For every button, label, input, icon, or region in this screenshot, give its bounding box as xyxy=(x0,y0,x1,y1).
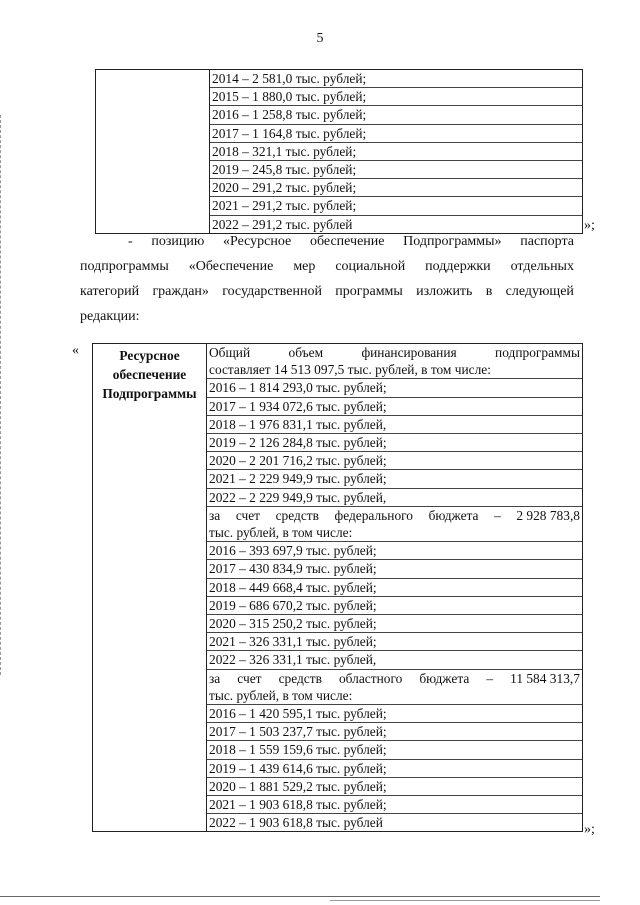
word: федерального xyxy=(334,507,413,523)
word: бюджета xyxy=(419,670,470,686)
federal-year-line: 2022 – 326 331,1 тыс. рублей, xyxy=(207,651,582,669)
resource-provision-values xyxy=(207,344,583,832)
word: за xyxy=(209,670,221,686)
word: в xyxy=(485,284,493,299)
word: редакции: xyxy=(80,309,140,324)
word: следующей xyxy=(505,284,574,299)
total-year-line: 2019 – 2 126 284,8 тыс. рублей; xyxy=(207,434,582,452)
word: за xyxy=(209,507,221,523)
total-year-line: 2021 – 2 229 949,9 тыс. рублей; xyxy=(207,470,582,488)
table1-line: 2021 – 291,2 тыс. рублей; xyxy=(210,197,582,215)
table2-close-quote: »; xyxy=(584,822,595,837)
word: социальной xyxy=(335,259,406,274)
paragraph-line-1 xyxy=(80,229,574,254)
table1-line: 2017 – 1 164,8 тыс. рублей; xyxy=(210,125,582,143)
word: средств xyxy=(275,507,319,523)
regional-year-line: 2019 – 1 439 614,6 тыс. рублей; xyxy=(207,760,582,778)
word: граждан» xyxy=(152,284,209,299)
word: «Обеспечение xyxy=(188,259,274,274)
table1-line: 2022 – 291,2 тыс. рублей xyxy=(212,216,353,232)
word: – xyxy=(494,507,501,523)
word: средств xyxy=(278,670,322,686)
table1-line: 2014 – 2 581,0 тыс. рублей; xyxy=(210,70,582,88)
regional-line-1 xyxy=(207,670,582,687)
word: областного xyxy=(338,670,403,686)
word: Подпрограммы» xyxy=(403,234,502,249)
amendment-paragraph xyxy=(80,229,574,329)
paragraph-line-3 xyxy=(80,279,574,304)
label-line: Ресурсное xyxy=(119,348,180,363)
total-year-line: 2017 – 1 934 072,6 тыс. рублей; xyxy=(207,398,582,416)
word: позицию xyxy=(151,234,205,249)
word: паспорта xyxy=(520,234,574,249)
regional-year-line: 2018 – 1 559 159,6 тыс. рублей; xyxy=(207,741,582,759)
resource-provision-label xyxy=(93,344,207,832)
word: обеспечение xyxy=(309,234,385,249)
regional-year-line: 2020 – 1 881 529,2 тыс. рублей; xyxy=(207,778,582,796)
word: подпрограммы xyxy=(495,345,580,360)
label-line: Подпрограммы xyxy=(102,386,197,401)
federal-year-line: 2021 – 326 331,1 тыс. рублей; xyxy=(207,633,582,651)
label-line: обеспечение xyxy=(112,367,187,382)
intro-line-1 xyxy=(207,344,582,361)
word: категорий xyxy=(80,284,140,299)
word: подпрограммы xyxy=(80,259,169,274)
table1-line: 2019 – 245,8 тыс. рублей; xyxy=(210,161,582,179)
table1-values-cell xyxy=(210,70,583,234)
word: мер xyxy=(293,259,316,274)
word: отдельных xyxy=(510,259,574,274)
resource-provision-table xyxy=(92,343,583,832)
regional-year-line: 2021 – 1 903 618,8 тыс. рублей; xyxy=(207,796,582,814)
word: программы xyxy=(335,284,403,299)
intro-line-2: составляет 14 513 097,5 тыс. рублей, в том числе: xyxy=(207,361,582,379)
word: государственной xyxy=(222,284,322,299)
word: бюджета xyxy=(428,507,479,523)
regional-line-2: тыс. рублей, в том числе: xyxy=(207,687,582,705)
table1-line: 2015 – 1 880,0 тыс. рублей; xyxy=(210,88,582,106)
word: объем xyxy=(288,345,324,360)
word: 2 928 783,8 xyxy=(516,507,580,523)
federal-year-line: 2017 – 430 834,9 тыс. рублей; xyxy=(207,560,582,578)
word: поддержки xyxy=(425,259,491,274)
word: финансирования xyxy=(361,345,457,360)
federal-year-line: 2018 – 449 668,4 тыс. рублей; xyxy=(207,579,582,597)
table1-close-quote: »; xyxy=(584,218,595,233)
word: изложить xyxy=(416,284,473,299)
scan-edge-line xyxy=(0,896,600,897)
table1-line: 2016 – 1 258,8 тыс. рублей; xyxy=(210,106,582,124)
word: 11 584 313,7 xyxy=(510,670,580,686)
regional-year-line: 2017 – 1 503 237,7 тыс. рублей; xyxy=(207,723,582,741)
federal-year-line: 2019 – 686 670,2 тыс. рублей; xyxy=(207,597,582,615)
federal-year-line: 2020 – 315 250,2 тыс. рублей; xyxy=(207,615,582,633)
regional-year-line: 2022 – 1 903 618,8 тыс. рублей xyxy=(209,815,383,831)
total-year-line: 2020 – 2 201 716,2 тыс. рублей; xyxy=(207,452,582,470)
federal-year-line: 2016 – 393 697,9 тыс. рублей; xyxy=(207,542,582,560)
paragraph-line-2 xyxy=(80,254,574,279)
word: – xyxy=(486,670,494,686)
table1-line: 2020 – 291,2 тыс. рублей; xyxy=(210,179,582,197)
table1-label-cell xyxy=(96,70,210,234)
paragraph-line-4 xyxy=(80,304,574,329)
funding-table-continued xyxy=(95,69,583,234)
scan-margin-marks xyxy=(0,115,3,675)
total-year-line: 2018 – 1 976 831,1 тыс. рублей, xyxy=(207,416,582,434)
word: Общий xyxy=(209,345,251,360)
table2-open-quote: « xyxy=(72,343,79,358)
word: «Ресурсное xyxy=(222,234,292,249)
federal-line-1 xyxy=(207,507,582,524)
word: - xyxy=(128,234,133,249)
scan-edge-line xyxy=(330,900,600,901)
regional-year-line: 2016 – 1 420 595,1 тыс. рублей; xyxy=(207,705,582,723)
federal-line-2: тыс. рублей, в том числе: xyxy=(207,524,582,542)
table1-line: 2018 – 321,1 тыс. рублей; xyxy=(210,143,582,161)
total-year-line: 2022 – 2 229 949,9 тыс. рублей, xyxy=(207,489,582,507)
word: счет xyxy=(237,670,262,686)
word: счет xyxy=(235,507,261,523)
total-year-line: 2016 – 1 814 293,0 тыс. рублей; xyxy=(207,379,582,397)
page-number: 5 xyxy=(316,31,324,46)
